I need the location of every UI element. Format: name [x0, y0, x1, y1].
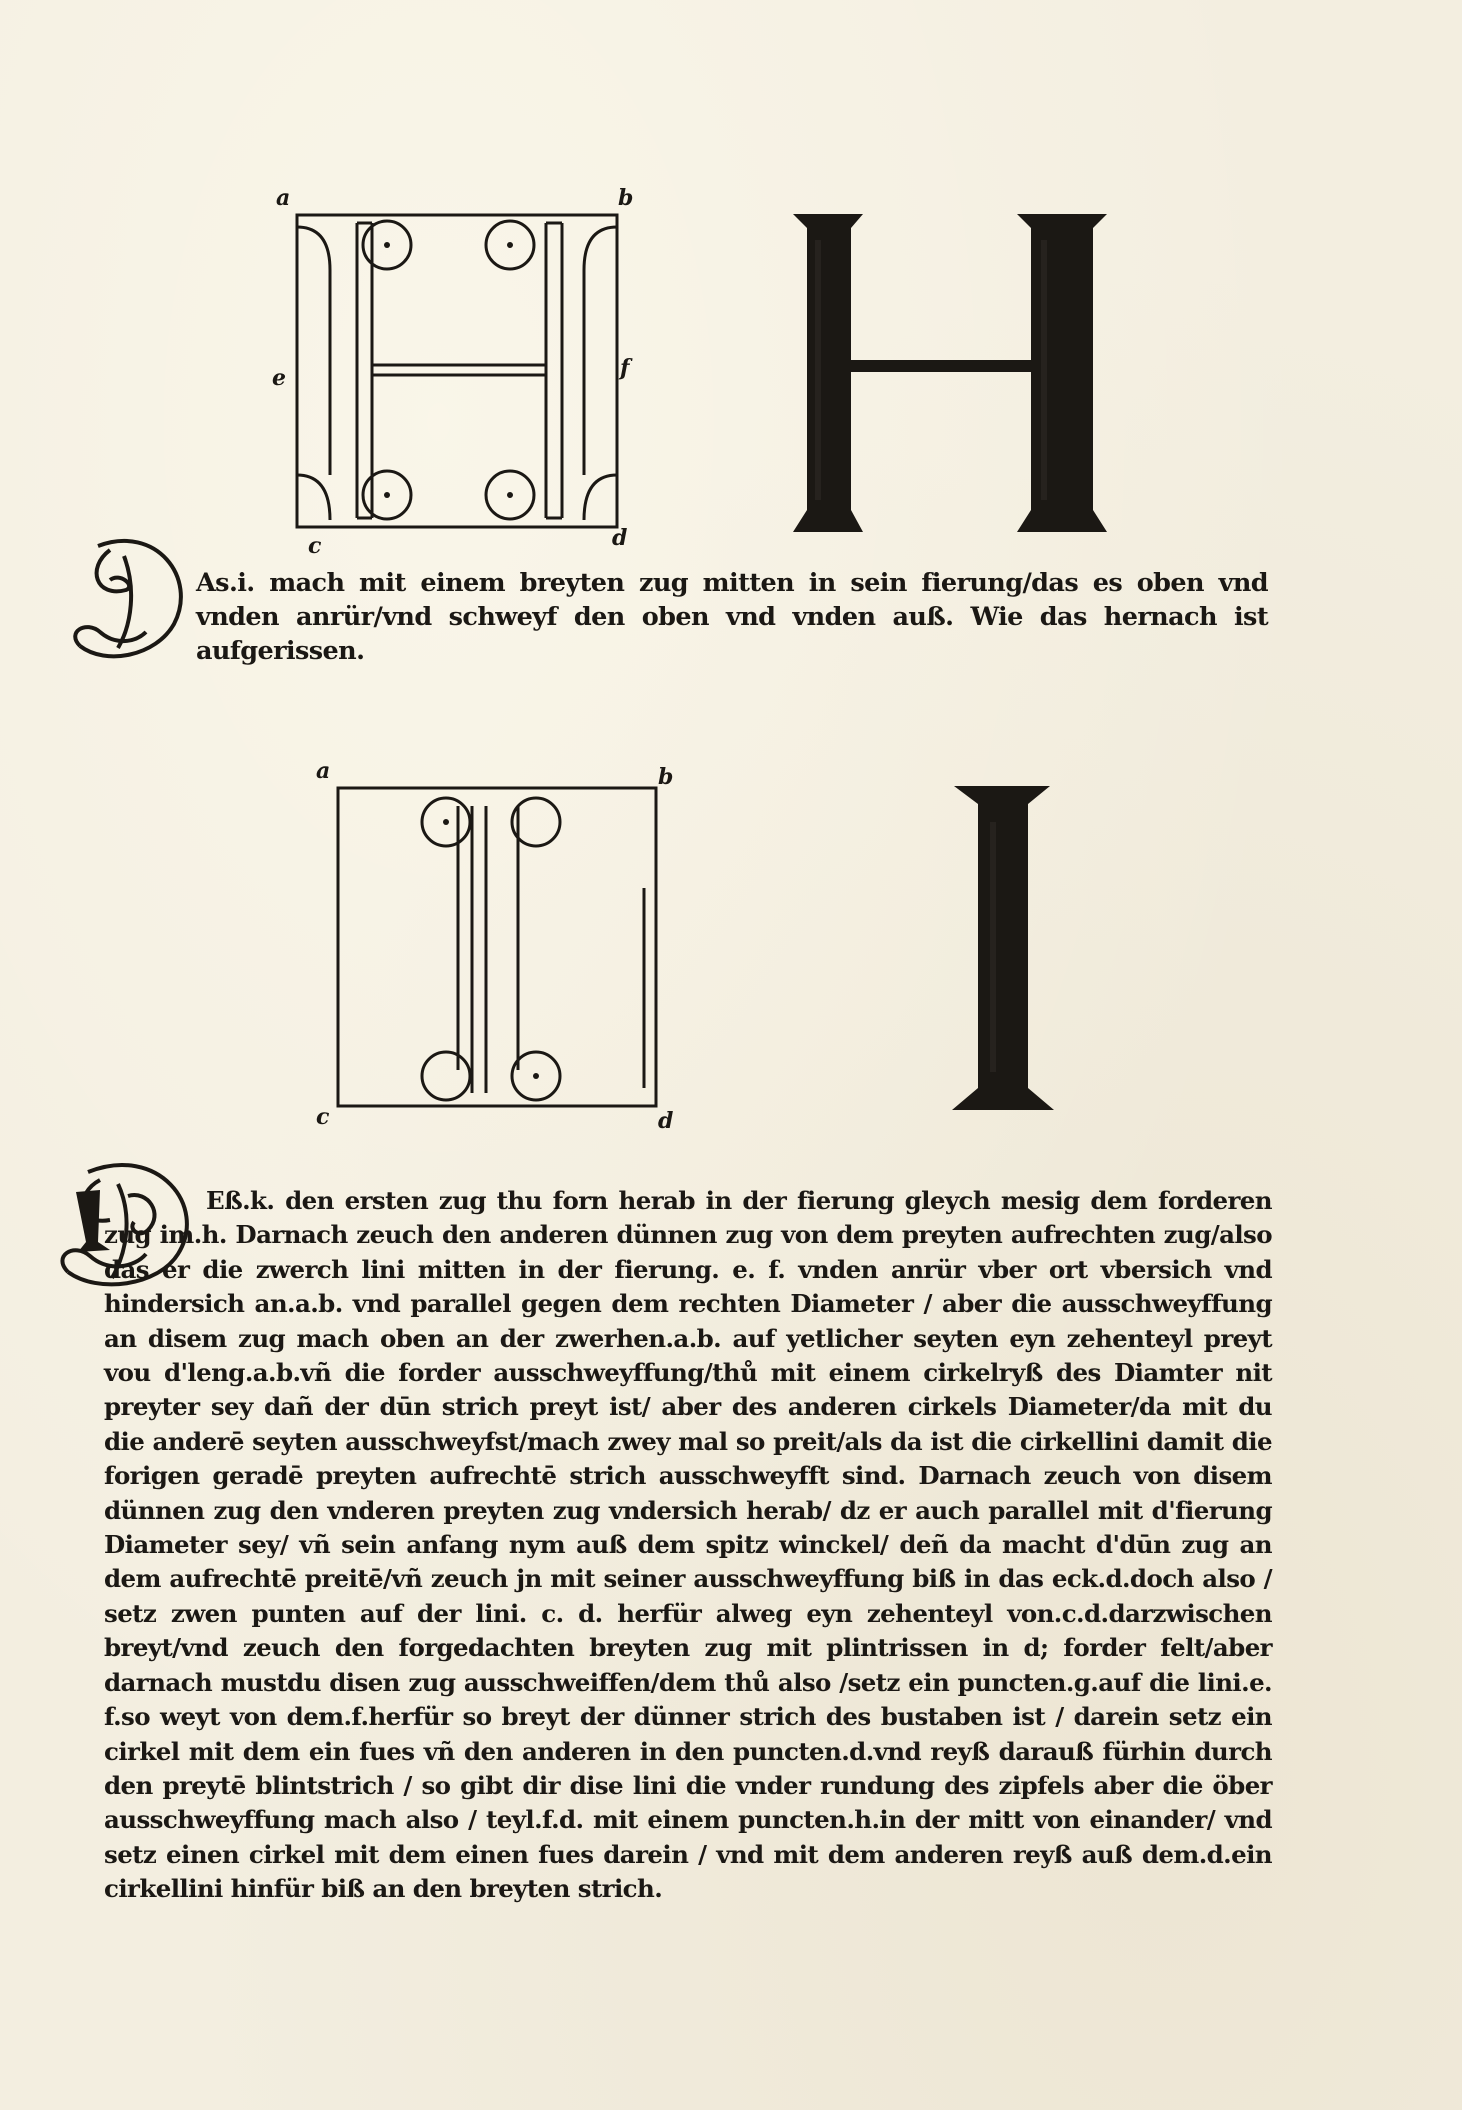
label-b: b [618, 185, 634, 211]
letter-i-specimen [950, 782, 1060, 1120]
label-e: e [272, 365, 286, 391]
label-b: b [658, 764, 674, 790]
label-f: f [620, 355, 630, 381]
label-c: c [316, 1104, 330, 1130]
label-d: d [612, 525, 628, 551]
paragraph-i-description: Eß.k. den ersten zug thu forn herab in der fierung gleych mesig dem forderen zug im.h. Darnach zeuch den anderen dünnen zug von dem preyten aufrechten zug/also das er die zwerch lini mitten in der fierung. e. f. vnden anrür vber ort vbersich vnd hindersich an.a.b. vnd parallel gegen dem rechten Diameter / aber die ausschweyffung an disem zug mach oben an der zwerhen.a.b. auf yetlicher seyten eyn zehenteyl preyt vou d'leng.a.b.vñ die forder ausschweyffung/thů mit einem cirkelryß des Diamter nit preyter sey dañ der dūn strich preyt ist/ aber des anderen cirkels Diameter/da mit du die anderē seyten ausschweyfst/mach zwey mal so preit/als da ist die cirkellini damit die forigen geradē preyten aufrechtē strich ausschweyfft sind. Darnach zeuch von disem dünnen zug den vnderen preyten zug vndersich herab/ dz er auch parallel mit d'fierung Diameter sey/ vñ sein anfang nym auß dem spitz winckel/ deñ da macht d'dūn zug an dem aufrechtē preitē/vñ zeuch jn mit seiner ausschweyffung biß in das eck.d.doch also / setz zwen punten auf der lini. c. d. herfür alweg eyn zehenteyl von.c.d.darzwischen breyt/vnd zeuch den forgedachten breyten zug mit plintrissen in d; forder felt/aber darnach mustdu disen zug ausschweiffen/dem thů also /setz ein puncten.g.auf die lini.e. f.so weyt von dem.f.herfür so breyt der dünner strich des bustaben ist / darein setz ein cirkel mit dem ein fues vñ den anderen in den puncten.d.vnd reyß darauß fürhin durch den preytē blintstrich / so gibt dir dise lini die vnder rundung des zipfels aber die öber ausschweyffung mach also / teyl.f.d. mit einem puncten.h.in der mitt von einander/ vnd setz einen cirkel mit dem einen fues darein / vnd mit dem anderen reyß auß dem.d.ein cirkellini hinfür biß an den breyten strich. [104, 1186, 1272, 1904]
decorated-initial-d-1 [66, 528, 196, 672]
label-c: c [308, 533, 322, 555]
i-frame-square [338, 788, 656, 1106]
label-a: a [276, 185, 291, 211]
paragraph-h-description: As.i. mach mit einem breyten zug mitten in sein fierung/das es oben vnd vnden anrür/vnd schweyf den oben vnd vnden auß. Wie das hernach ist aufgerissen. [196, 568, 1268, 666]
h-construction-diagram [272, 175, 642, 555]
i-construction-diagram [310, 758, 680, 1138]
label-a: a [316, 758, 331, 784]
label-d: d [658, 1108, 674, 1134]
letter-h-specimen [785, 210, 1125, 544]
h-frame-square [297, 215, 617, 527]
